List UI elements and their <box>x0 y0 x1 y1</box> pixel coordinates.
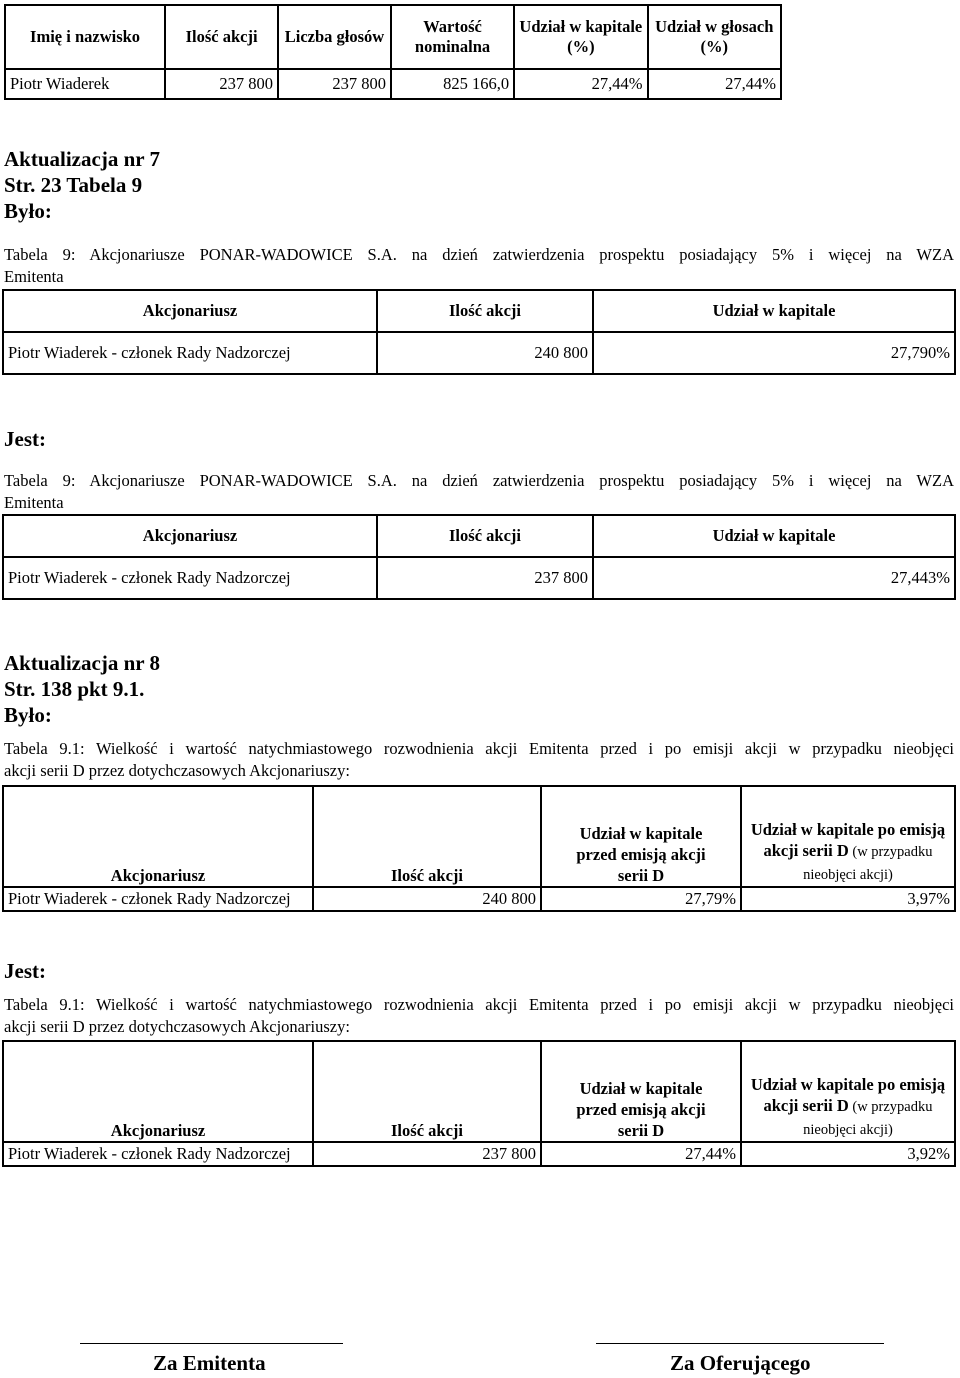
header-share-after-line-1: Udział w kapitale po emisją <box>750 820 946 839</box>
caption-line-2: akcji serii D przez dotychczasowych Akcjonariuszy: <box>4 761 350 780</box>
header-share-before-line-2: przed emisją akcji <box>576 1100 706 1119</box>
header-share-after-line-3: nieobjęci akcji) <box>803 867 893 883</box>
caption-line-1: Tabela 9.1: Wielkość i wartość natychmiastowego rozwodnienia akcji Emitenta przed i po emisji akcji w przypadku nieobjęci <box>4 739 954 758</box>
header-shareholder: Akcjonariusz <box>3 1041 313 1142</box>
update-7-ref: Str. 23 Tabela 9 <box>4 173 143 197</box>
header-share-after-line-3: nieobjęci akcji) <box>803 1122 893 1138</box>
table-9-caption-jest <box>4 470 954 514</box>
cell-share-before: 27,79% <box>541 887 741 911</box>
cell-capital-share: 27,44% <box>514 69 647 99</box>
header-share-before <box>541 1041 741 1142</box>
header-share-after-line-2b: (w przypadku <box>848 844 933 860</box>
shareholders-table-before <box>2 289 956 375</box>
header-share-before-line-3: serii D <box>617 866 665 885</box>
cell-shareholder: Piotr Wiaderek - członek Rady Nadzorczej <box>3 1142 313 1166</box>
cell-votes: 237 800 <box>278 69 391 99</box>
header-share-after <box>741 786 955 887</box>
header-votes-share: Udział w głosach (%) <box>648 5 781 69</box>
header-shares: Ilość akcji <box>377 290 593 332</box>
cell-shares: 237 800 <box>313 1142 541 1166</box>
header-shares: Ilość akcji <box>313 786 541 887</box>
signature-label-offeror: Za Oferującego <box>670 1351 811 1375</box>
shareholder-summary-table <box>4 4 782 100</box>
cell-shares: 237 800 <box>165 69 278 99</box>
header-share-before-line-1: Udział w kapitale <box>579 1079 703 1098</box>
header-shares: Ilość akcji <box>313 1041 541 1142</box>
update-8-bylo: Było: <box>4 703 52 727</box>
cell-name: Piotr Wiaderek <box>5 69 165 99</box>
cell-nominal-value: 825 166,0 <box>391 69 514 99</box>
update-8-title: Aktualizacja nr 8 <box>4 651 160 675</box>
table-row <box>3 557 955 599</box>
header-capital-share: Udział w kapitale (%) <box>514 5 647 69</box>
table-row <box>3 332 955 374</box>
caption-line-1: Tabela 9.1: Wielkość i wartość natychmiastowego rozwodnienia akcji Emitenta przed i po emisji akcji w przypadku nieobjęci <box>4 995 954 1014</box>
header-share-after-line-2b: (w przypadku <box>848 1099 933 1115</box>
header-share-before <box>541 786 741 887</box>
table-9-1-caption-jest <box>4 994 954 1038</box>
cell-votes-share: 27,44% <box>648 69 781 99</box>
shareholders-table-after <box>2 514 956 600</box>
header-name: Imię i nazwisko <box>5 5 165 69</box>
table-row <box>3 1142 955 1166</box>
dilution-table-after <box>2 1040 956 1167</box>
header-share-after <box>741 1041 955 1142</box>
table-9-caption <box>4 244 954 288</box>
table-row <box>5 69 781 99</box>
dilution-table-before <box>2 785 956 912</box>
update-7-jest: Jest: <box>4 427 46 451</box>
header-shareholder: Akcjonariusz <box>3 515 377 557</box>
signature-line-right <box>596 1343 884 1344</box>
cell-shares: 240 800 <box>377 332 593 374</box>
header-share-after-line-2: akcji serii D <box>763 841 849 860</box>
cell-shares: 237 800 <box>377 557 593 599</box>
cell-shareholder: Piotr Wiaderek - członek Rady Nadzorczej <box>3 332 377 374</box>
header-shareholder: Akcjonariusz <box>3 786 313 887</box>
cell-shares: 240 800 <box>313 887 541 911</box>
cell-share-before: 27,44% <box>541 1142 741 1166</box>
cell-capital-share: 27,443% <box>593 557 955 599</box>
header-share-before-line-2: przed emisją akcji <box>576 845 706 864</box>
update-7-bylo: Było: <box>4 199 52 223</box>
update-8-jest: Jest: <box>4 959 46 983</box>
header-capital-share: Udział w kapitale <box>593 290 955 332</box>
header-votes: Liczba głosów <box>278 5 391 69</box>
signature-label-issuer: Za Emitenta <box>153 1351 266 1375</box>
cell-share-after: 3,92% <box>741 1142 955 1166</box>
header-shares: Ilość akcji <box>165 5 278 69</box>
header-share-before-line-3: serii D <box>617 1121 665 1140</box>
header-shares: Ilość akcji <box>377 515 593 557</box>
cell-capital-share: 27,790% <box>593 332 955 374</box>
header-nominal-value: Wartość nominalna <box>391 5 514 69</box>
caption-line-2: akcji serii D przez dotychczasowych Akcjonariuszy: <box>4 1017 350 1036</box>
header-share-after-line-2: akcji serii D <box>763 1096 849 1115</box>
update-8-ref: Str. 138 pkt 9.1. <box>4 677 145 701</box>
header-capital-share: Udział w kapitale <box>593 515 955 557</box>
update-7-title: Aktualizacja nr 7 <box>4 147 160 171</box>
table-row <box>3 887 955 911</box>
header-shareholder: Akcjonariusz <box>3 290 377 332</box>
cell-shareholder: Piotr Wiaderek - członek Rady Nadzorczej <box>3 557 377 599</box>
cell-shareholder: Piotr Wiaderek - członek Rady Nadzorczej <box>3 887 313 911</box>
cell-share-after: 3,97% <box>741 887 955 911</box>
header-share-after-line-1: Udział w kapitale po emisją <box>750 1075 946 1094</box>
caption-line-2: Emitenta <box>4 267 64 286</box>
caption-line-1: Tabela 9: Akcjonariusze PONAR-WADOWICE S.A. na dzień zatwierdzenia prospektu posiadający 5% i więcej na WZA <box>4 245 954 264</box>
signature-line-left <box>80 1343 343 1344</box>
caption-line-2: Emitenta <box>4 493 64 512</box>
caption-line-1: Tabela 9: Akcjonariusze PONAR-WADOWICE S.A. na dzień zatwierdzenia prospektu posiadający 5% i więcej na WZA <box>4 471 954 490</box>
header-share-before-line-1: Udział w kapitale <box>579 824 703 843</box>
table-9-1-caption <box>4 738 954 782</box>
